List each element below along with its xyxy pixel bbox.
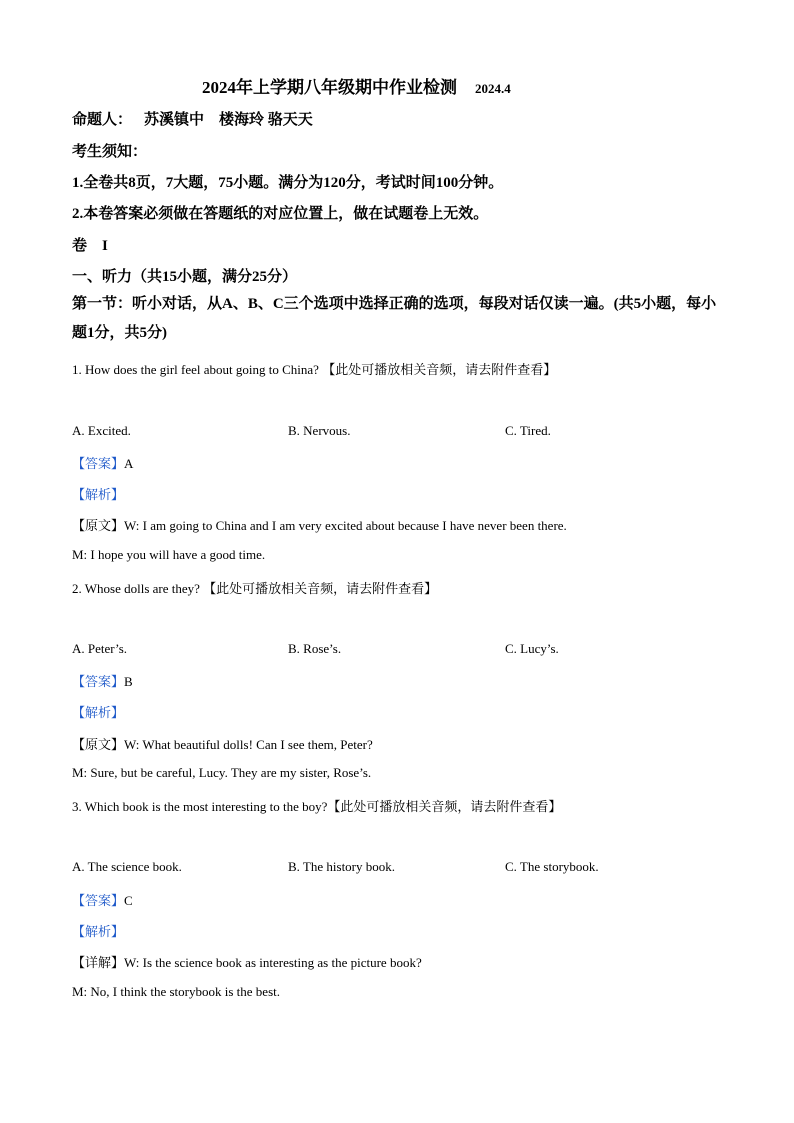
question-3-analysis-tag: 【解析】	[72, 924, 125, 939]
question-1-stem	[72, 359, 556, 378]
question-1-script-line-1	[72, 515, 567, 534]
question-2-script-line-1	[72, 734, 373, 753]
answer-value: C	[124, 893, 133, 908]
script-tag: 【详解】	[72, 955, 125, 970]
script-text: W: Is the science book as interesting as the picture book?	[124, 955, 422, 970]
question-1-option-b: B. Nervous.	[288, 423, 351, 438]
question-3-option-b: B. The history book.	[288, 859, 396, 874]
question-1-option-a: A. Excited.	[72, 423, 131, 438]
question-3-script-line-1	[72, 952, 422, 971]
answer-tag: 【答案】	[72, 893, 125, 908]
notice-item-2: 2.本卷答案必须做在答题纸的对应位置上，做在试题卷上无效。	[72, 206, 489, 222]
question-2-stem	[72, 578, 437, 597]
question-1-text: 1. How does the girl feel about going to China?	[72, 362, 319, 377]
question-2-text: 2. Whose dolls are they?	[72, 581, 200, 596]
section-title: 一、听力（共15小题，满分25分）	[72, 269, 298, 285]
question-1-analysis-tag: 【解析】	[72, 487, 125, 502]
exam-title-text: 2024年上学期八年级期中作业检测	[202, 78, 457, 97]
question-1-option-c: C. Tired.	[505, 423, 551, 438]
question-1-script-line-2: M: I hope you will have a good time.	[72, 547, 266, 562]
question-3-stem	[72, 796, 561, 815]
question-3-answer	[72, 890, 133, 909]
question-2-answer	[72, 671, 133, 690]
answer-tag: 【答案】	[72, 456, 125, 471]
answer-value: A	[124, 456, 134, 471]
section-part1-instructions: 第一节：听小对话，从A、B、C三个选项中选择正确的选项，每段对话仅读一遍。(共5小题，每小题1分，共5分)	[72, 296, 717, 341]
question-2-option-a: A. Peter’s.	[72, 641, 128, 656]
exam-date: 2024.4	[475, 81, 511, 96]
authors-line	[72, 108, 313, 129]
question-2-script-line-2: M: Sure, but be careful, Lucy. They are my sister, Rose’s.	[72, 765, 372, 780]
question-3-option-a: A. The science book.	[72, 859, 182, 874]
notice-item-1: 1.全卷共8页，7大题，75小题。满分为120分，考试时间100分钟。	[72, 175, 504, 191]
script-tag: 【原文】	[72, 518, 125, 533]
authors-names: 苏溪镇中 楼海玲 骆天天	[144, 112, 313, 128]
question-3-audio-note[interactable]: 【此处可播放相关音频，请去附件查看】	[327, 799, 562, 814]
script-text: W: What beautiful dolls! Can I see them, Peter?	[124, 737, 373, 752]
script-tag: 【原文】	[72, 737, 125, 752]
question-2-analysis-tag: 【解析】	[72, 705, 125, 720]
question-3-option-c: C. The storybook.	[505, 859, 599, 874]
authors-label: 命题人：	[72, 112, 133, 128]
question-2-option-c: C. Lucy’s.	[505, 641, 559, 656]
volume-label: 卷 I	[72, 238, 108, 254]
answer-value: B	[124, 674, 133, 689]
question-1-answer	[72, 453, 133, 472]
exam-title	[202, 73, 511, 98]
question-1-audio-note[interactable]: 【此处可播放相关音频，请去附件查看】	[322, 362, 557, 377]
question-3-script-line-2: M: No, I think the storybook is the best.	[72, 984, 280, 999]
answer-tag: 【答案】	[72, 674, 125, 689]
script-text: W: I am going to China and I am very excited about because I have never been there.	[124, 518, 567, 533]
question-3-text: 3. Which book is the most interesting to the boy?	[72, 799, 328, 814]
question-2-option-b: B. Rose’s.	[288, 641, 342, 656]
question-2-audio-note[interactable]: 【此处可播放相关音频，请去附件查看】	[203, 581, 438, 596]
notice-heading: 考生须知：	[72, 144, 148, 160]
